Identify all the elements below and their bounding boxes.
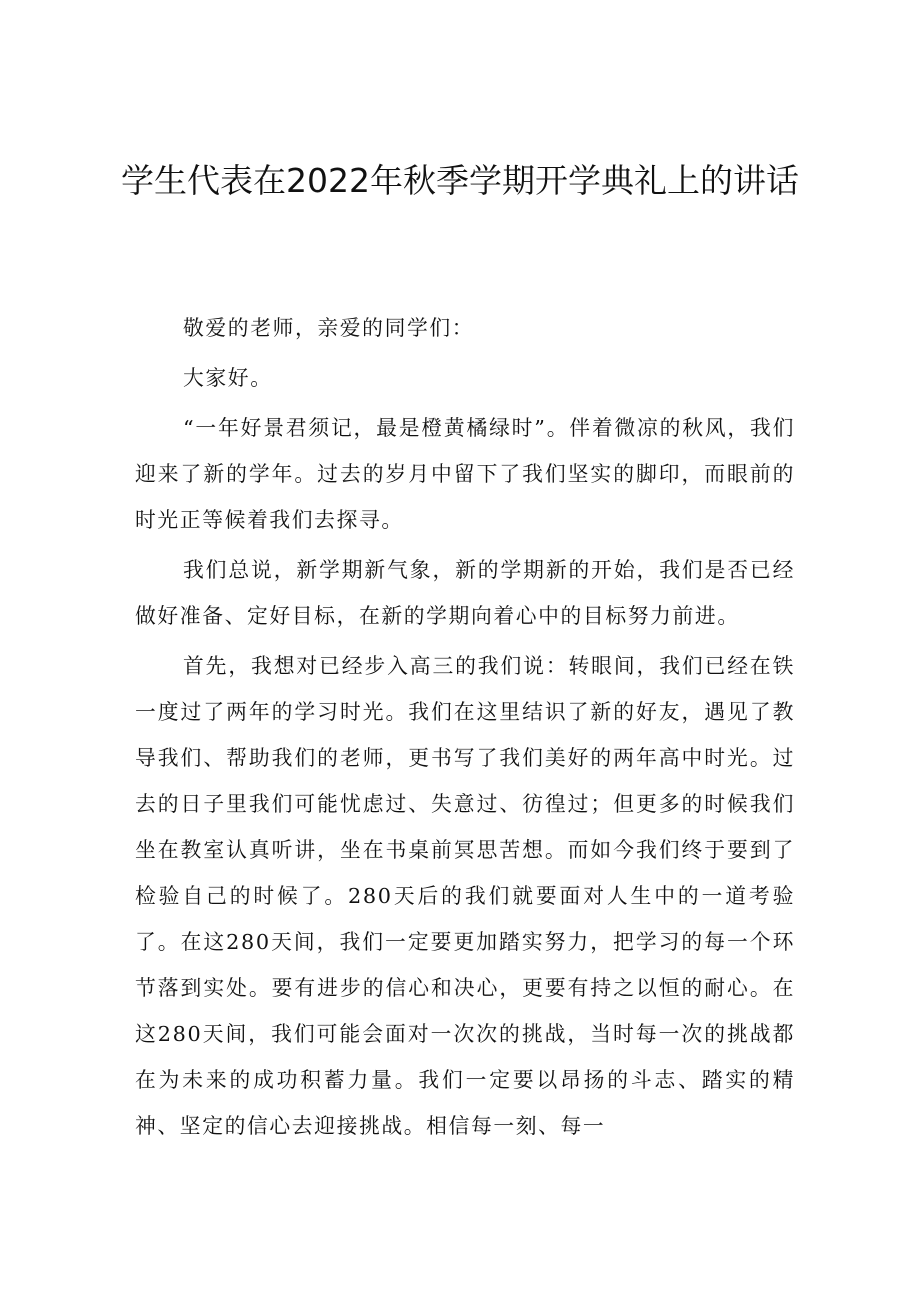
paragraph-opening: “一年好景君须记，最是橙黄橘绿时”。伴着微凉的秋风，我们迎来了新的学年。过去的岁月中留下了我们坚实的脚印，而眼前的时光正等候着我们去探寻。 [135, 416, 795, 532]
paragraph-greeting: 大家好。 [183, 366, 273, 390]
document-body [135, 305, 795, 1153]
paragraph-senior-year: 首先，我想对已经步入高三的我们说：转眼间，我们已经在铁一度过了两年的学习时光。我们在这里结识了新的好友，遇见了教导我们、帮助我们的老师，更书写了我们美好的两年高中时光。过去的日子里我们可能忧虑过、失意过、彷徨过；但更多的时候我们坐在教室认真听讲，坐在书桌前冥思苦想。而如今我们终于要到了检验自己的时候了。280天后的我们就要面对人生中的一道考验了。在这280天间，我们一定要更加踏实努力，把学习的每一个环节落到实处。要有进步的信心和决心，更要有持之以恒的耐心。在这280天间，我们可能会面对一次次的挑战，当时每一次的挑战都在为未来的成功积蓄力量。我们一定要以昂扬的斗志、踏实的精神、坚定的信心去迎接挑战。相信每一刻、每一 [135, 654, 795, 1138]
paragraph-salutation: 敬爱的老师，亲爱的同学们： [183, 316, 475, 340]
paragraph-new-semester: 我们总说，新学期新气象，新的学期新的开始，我们是否已经做好准备、定好目标，在新的学期向着心中的目标努力前进。 [135, 558, 795, 628]
document-title: 学生代表在2022年秋季学期开学典礼上的讲话 [121, 161, 799, 200]
